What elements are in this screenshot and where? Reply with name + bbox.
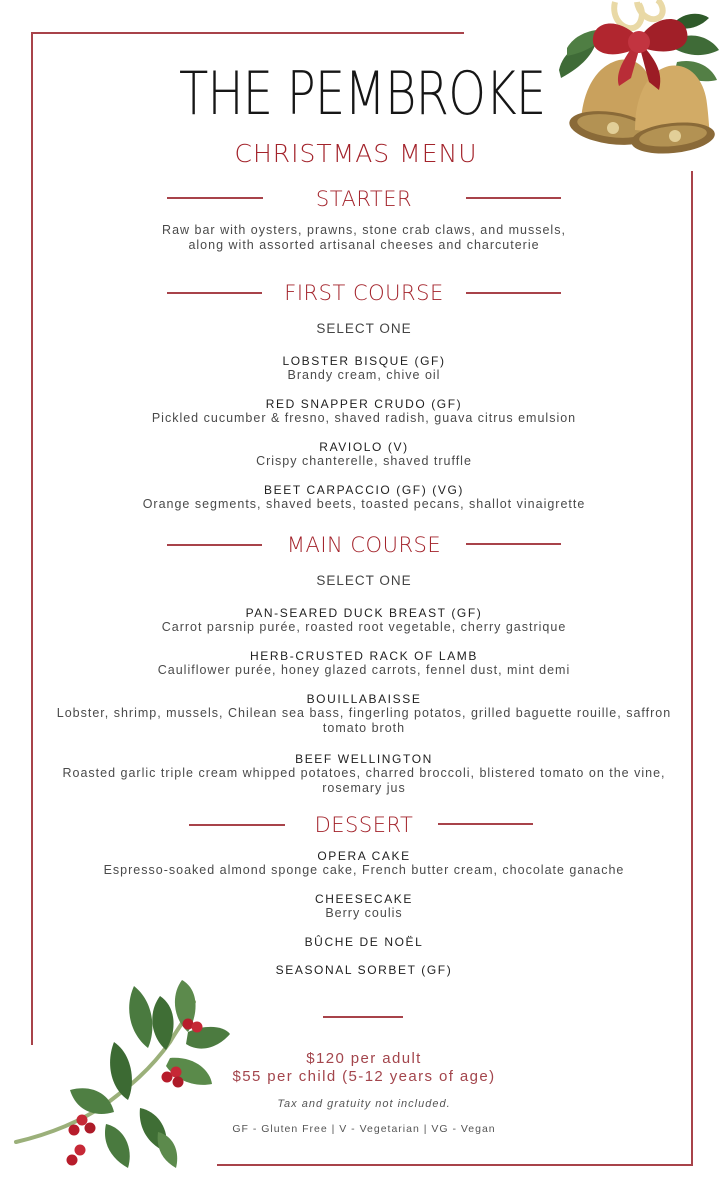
restaurant-name: THE PEMBROKE <box>178 59 546 129</box>
item-description: Lobster, shrimp, mussels, Chilean sea bass, fingerling potatos, grilled baguette rouille, saffron tomato broth <box>56 706 672 735</box>
menu-subtitle: CHRISTMAS MENU <box>234 139 478 168</box>
item-name: RED SNAPPER CRUDO (GF) <box>265 397 463 411</box>
frame-top <box>31 32 464 34</box>
section-title-first-course: FIRST COURSE <box>284 281 444 305</box>
item-description: Roasted garlic triple cream whipped potatoes, charred broccoli, blistered tomato on the vine, rosemary jus <box>62 766 666 795</box>
item-name: PAN-SEARED DUCK BREAST (GF) <box>245 606 483 620</box>
menu-item <box>0 649 728 678</box>
item-description: Espresso-soaked almond sponge cake, French butter cream, chocolate ganache <box>103 863 625 877</box>
pricing-divider <box>323 1016 403 1018</box>
menu-item <box>0 935 728 949</box>
menu-item <box>0 849 728 878</box>
menu-item <box>0 892 728 921</box>
item-description: Pickled cucumber & fresno, shaved radish, guava citrus emulsion <box>151 411 577 425</box>
holly-sprig-icon <box>10 972 240 1177</box>
item-description: Brandy cream, chive oil <box>287 368 441 382</box>
main-course-instruction: SELECT ONE <box>316 573 412 588</box>
item-name: SEASONAL SORBET (GF) <box>275 963 453 977</box>
item-name: BÛCHE DE NOËL <box>304 935 424 949</box>
starter-description-line-1: Raw bar with oysters, prawns, stone crab claws, and mussels, <box>162 223 566 237</box>
item-name: RAVIOLO (V) <box>319 440 409 454</box>
menu-item <box>0 397 728 426</box>
item-name: OPERA CAKE <box>317 849 411 863</box>
dietary-legend: GF - Gluten Free | V - Vegetarian | VG - Vegan <box>232 1123 496 1135</box>
child-price: $55 per child (5-12 years of age) <box>232 1068 496 1085</box>
item-name: HERB-CRUSTED RACK OF LAMB <box>249 649 479 663</box>
menu-item <box>0 354 728 383</box>
item-description: Orange segments, shaved beets, toasted pecans, shallot vinaigrette <box>142 497 586 511</box>
section-title-starter: STARTER <box>315 187 413 211</box>
item-description: Berry coulis <box>325 906 403 920</box>
menu-item <box>0 692 728 736</box>
starter-description-line-2: along with assorted artisanal cheeses and charcuterie <box>188 238 540 252</box>
item-name: CHEESECAKE <box>314 892 414 906</box>
first-course-instruction: SELECT ONE <box>316 321 412 336</box>
menu-item <box>0 440 728 469</box>
item-name: BOUILLABAISSE <box>306 692 422 706</box>
item-name: BEEF WELLINGTON <box>295 752 433 766</box>
item-description: Crispy chanterelle, shaved truffle <box>256 454 472 468</box>
menu-item <box>0 606 728 635</box>
item-name: BEET CARPACCIO (GF) (VG) <box>264 483 464 497</box>
menu-item <box>0 483 728 512</box>
christmas-bells-icon <box>553 0 723 160</box>
tax-note: Tax and gratuity not included. <box>277 1098 451 1110</box>
item-name: LOBSTER BISQUE (GF) <box>282 354 446 368</box>
item-description: Carrot parsnip purée, roasted root vegetable, cherry gastrique <box>161 620 567 634</box>
item-description: Cauliflower purée, honey glazed carrots, fennel dust, mint demi <box>157 663 571 677</box>
section-title-dessert: DESSERT <box>314 813 414 837</box>
frame-bottom <box>217 1164 693 1166</box>
menu-item <box>0 752 728 796</box>
adult-price: $120 per adult <box>306 1050 422 1067</box>
section-title-main-course: MAIN COURSE <box>286 533 442 557</box>
